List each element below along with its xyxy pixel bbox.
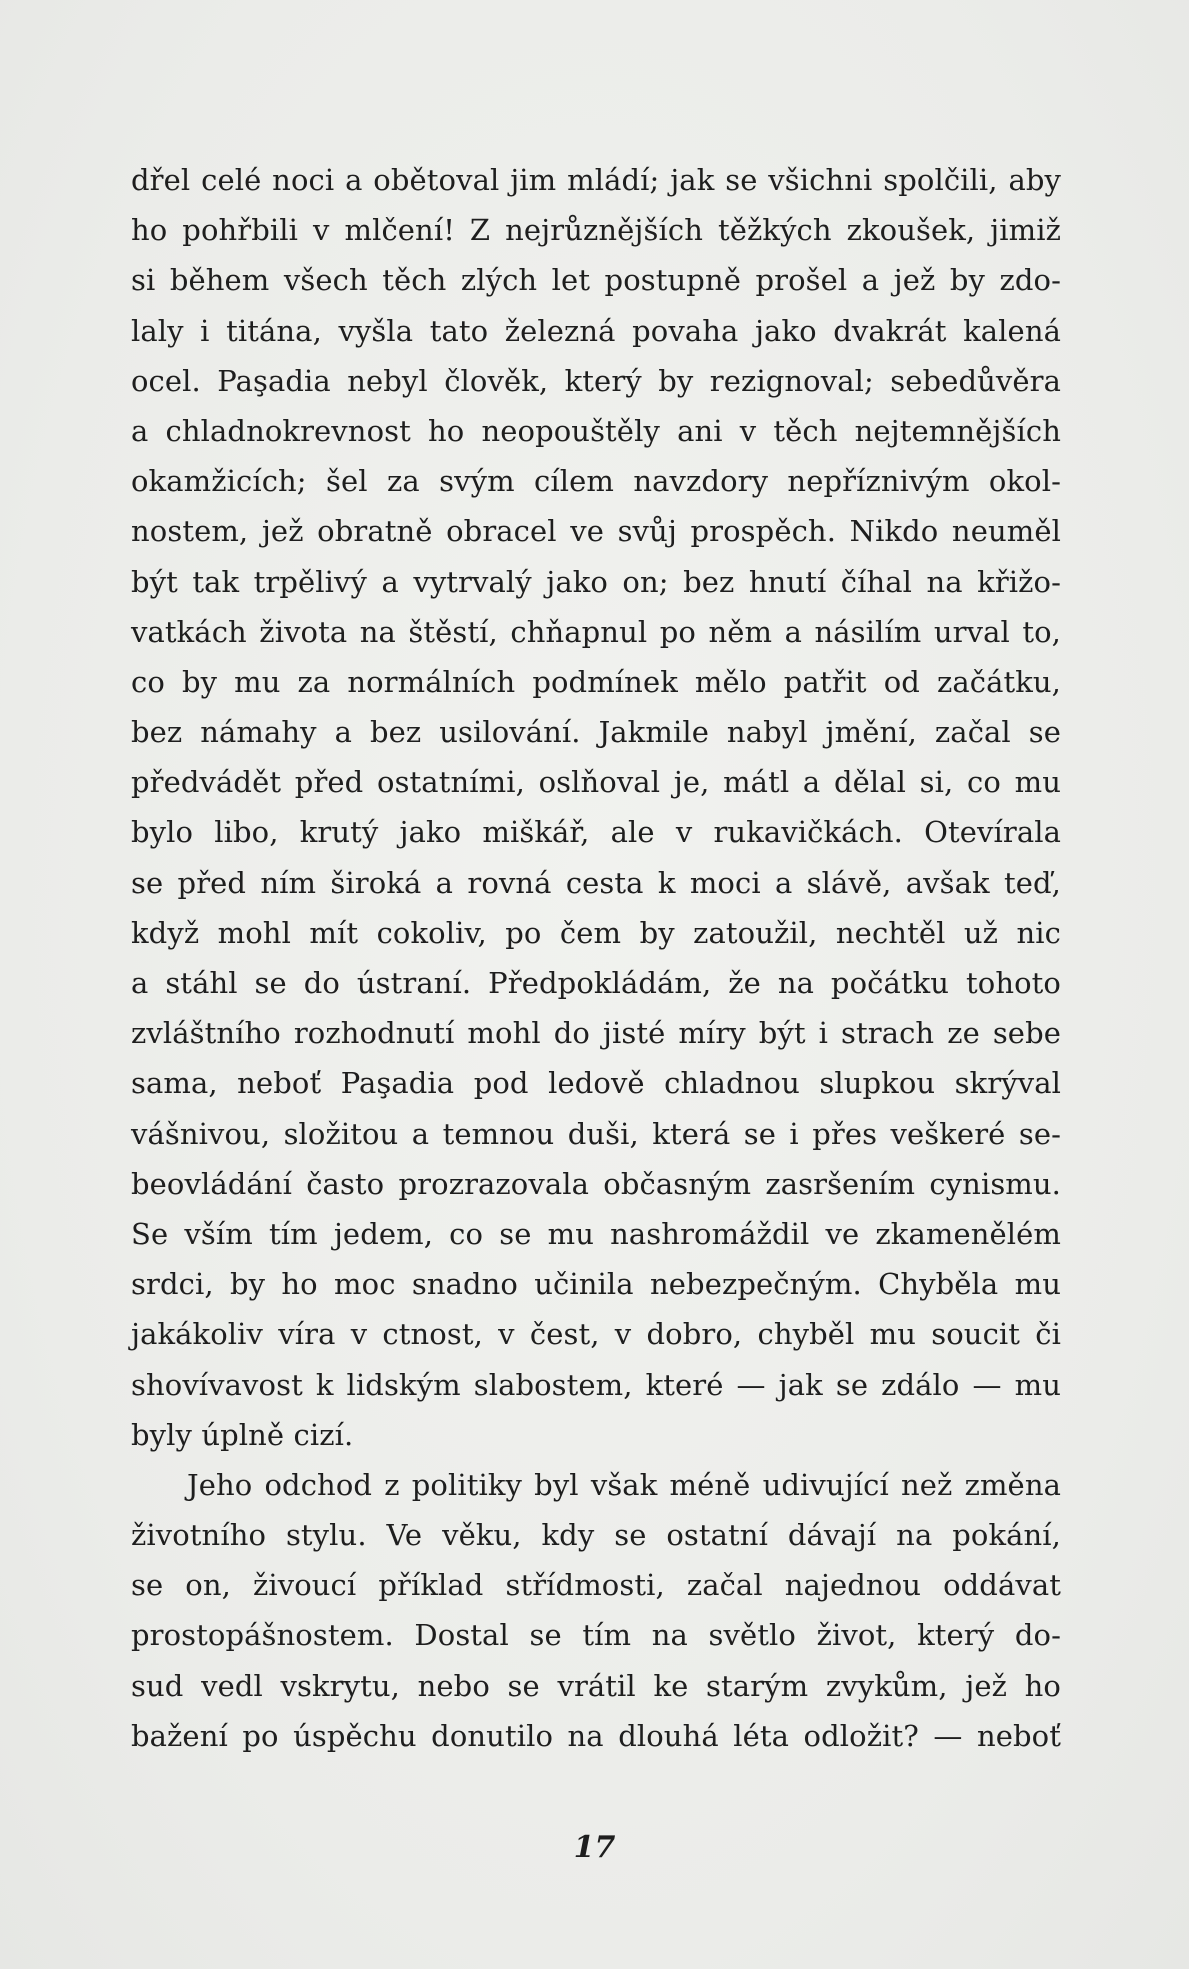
paragraph-end-line: byly úplně cizí. bbox=[131, 1417, 354, 1452]
text-line: beovládání často prozrazovala občasným zasršením cynismu. bbox=[131, 1166, 1061, 1201]
text-line: se on, živoucí příklad střídmosti, začal najednou oddávat bbox=[131, 1568, 1061, 1603]
text-line: nostem, jež obratně obracel ve svůj prospěch. Nikdo neuměl bbox=[131, 514, 1061, 549]
paragraph-start-line: Jeho odchod z politiky byl však méně udivující než změna bbox=[187, 1467, 1061, 1502]
text-line: jakákoliv víra v ctnost, v čest, v dobro, chyběl mu soucit či bbox=[131, 1317, 1061, 1352]
text-line: ho pohřbili v mlčení! Z nejrůznějších těžkých zkoušek, jimiž bbox=[131, 213, 1061, 248]
page-number: 17 bbox=[573, 1830, 616, 1865]
text-line: vatkách života na štěstí, chňapnul po něm a násilím urval to, bbox=[131, 614, 1061, 649]
text-line: bez námahy a bez usilování. Jakmile nabyl jmění, začal se bbox=[131, 715, 1061, 750]
text-line: srdci, by ho moc snadno učinila nebezpečným. Chyběla mu bbox=[131, 1267, 1061, 1302]
text-line: sama, neboť Paşadia pod ledově chladnou slupkou skrýval bbox=[131, 1066, 1061, 1101]
text-line: Se vším tím jedem, co se mu nashromáždil ve zkamenělém bbox=[131, 1216, 1061, 1251]
text-line: předvádět před ostatními, oslňoval je, mátl a dělal si, co mu bbox=[131, 765, 1061, 800]
text-line: bažení po úspěchu donutilo na dlouhá léta odložit? — neboť bbox=[131, 1718, 1061, 1753]
text-line: laly i titána, vyšla tato železná povaha jako dvakrát kalená bbox=[131, 313, 1061, 348]
text-line: se před ním široká a rovná cesta k moci a slávě, avšak teď, bbox=[131, 865, 1061, 900]
text-line: ocel. Paşadia nebyl člověk, který by rezignoval; sebedůvěra bbox=[131, 363, 1061, 398]
text-line: si během všech těch zlých let postupně prošel a jež by zdo- bbox=[131, 263, 1061, 298]
text-line: okamžicích; šel za svým cílem navzdory nepříznivým okol- bbox=[131, 464, 1061, 499]
text-line: dřel celé noci a obětoval jim mládí; jak se všichni spolčili, aby bbox=[131, 163, 1061, 197]
text-line: zvláštního rozhodnutí mohl do jisté míry být i strach ze sebe bbox=[131, 1016, 1061, 1051]
text-line: shovívavost k lidským slabostem, které — jak se zdálo — mu bbox=[131, 1367, 1061, 1402]
body-text bbox=[131, 155, 1061, 1761]
text-line: životního stylu. Ve věku, kdy se ostatní dávají na pokání, bbox=[131, 1518, 1061, 1553]
text-line: prostopášnostem. Dostal se tím na světlo život, který do- bbox=[131, 1618, 1061, 1653]
text-line: bylo libo, krutý jako miškář, ale v rukavičkách. Otevírala bbox=[131, 815, 1061, 850]
text-line: sud vedl vskrytu, nebo se vrátil ke starým zvykům, jež ho bbox=[131, 1668, 1061, 1703]
text-line: a chladnokrevnost ho neopouštěly ani v těch nejtemnějších bbox=[131, 413, 1061, 448]
text-line: a stáhl se do ústraní. Předpokládám, že na počátku tohoto bbox=[131, 966, 1061, 1000]
text-line: vášnivou, složitou a temnou duši, která se i přes veškeré se- bbox=[131, 1116, 1061, 1151]
text-line: když mohl mít cokoliv, po čem by zatoužil, nechtěl už nic bbox=[131, 915, 1061, 950]
text-line: být tak trpělivý a vytrvalý jako on; bez hnutí číhal na křižo- bbox=[131, 564, 1061, 599]
text-line: co by mu za normálních podmínek mělo patřit od začátku, bbox=[131, 664, 1061, 699]
